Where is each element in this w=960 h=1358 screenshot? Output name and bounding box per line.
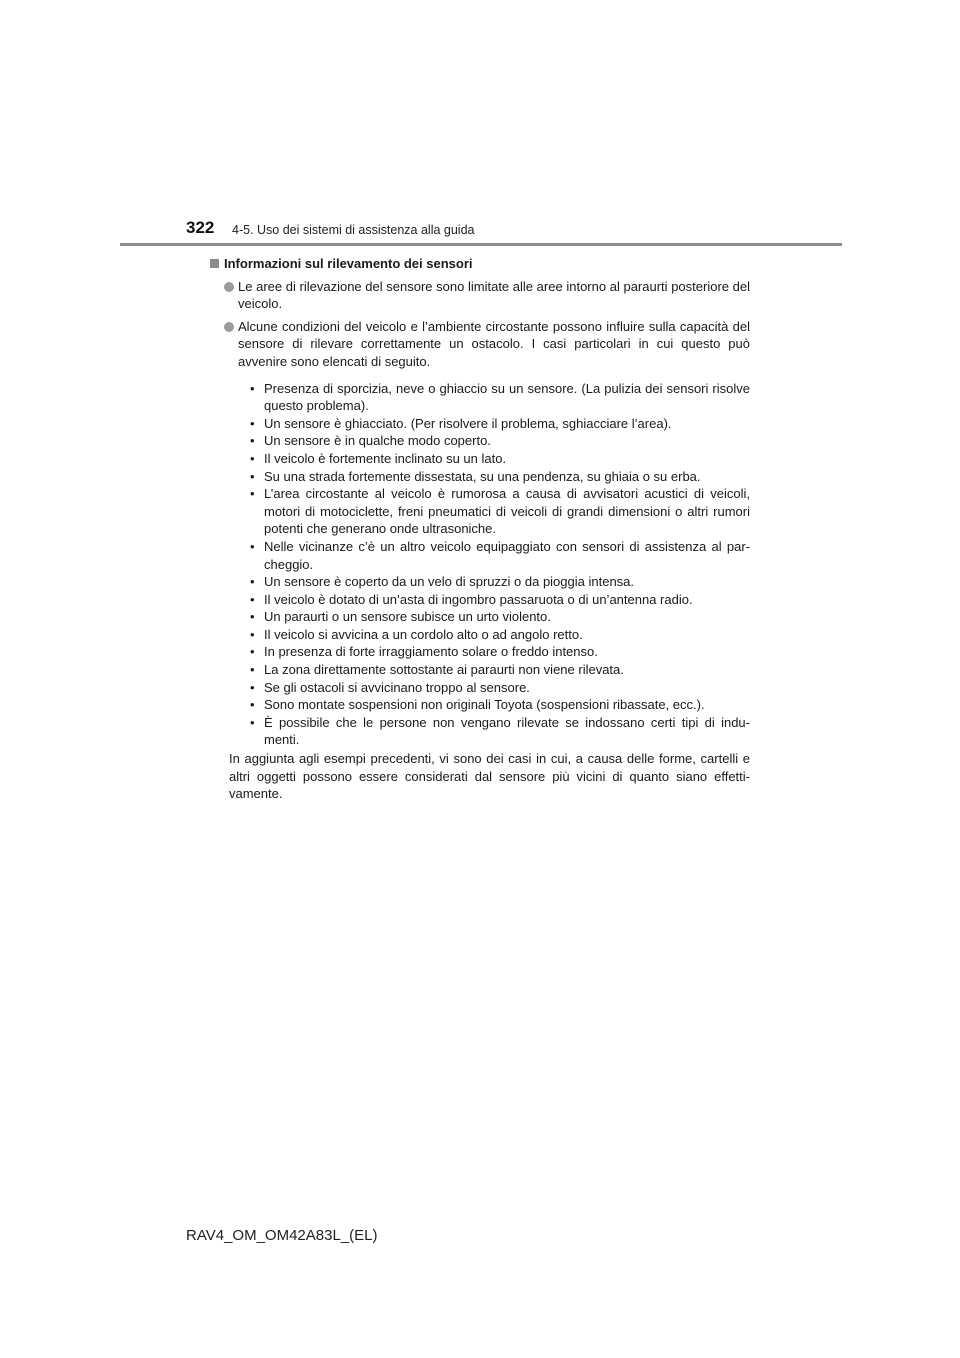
list-item: • Il veicolo è dotato di un’asta di ingombro passaruota o di un’antenna radio. [250,591,750,609]
list-item: • La zona direttamente sottostante ai paraurti non viene rilevata. [250,661,750,679]
list-item: • Un paraurti o un sensore subisce un urto violento. [250,608,750,626]
list-item: • Se gli ostacoli si avvicinano troppo al sensore. [250,679,750,697]
list-item: • Un sensore è in qualche modo coperto. [250,432,750,450]
list-item: • In presenza di forte irraggiamento solare o freddo intenso. [250,643,750,661]
list-item: • Un sensore è ghiacciato. (Per risolvere il problema, sghiacciare l’area). [250,415,750,433]
page-number: 322 [186,218,215,237]
list-item: • Sono montate sospensioni non originali Toyota (sospensioni ribassate, ecc.). [250,696,750,714]
bullet-text: Alcune condizioni del veicolo e l’ambiente circostante possono influire sulla capacità del sensore di rilevare correttamente un ostacolo. I casi particolari in cui questo può avvenire sono elencati di seguito. [238,318,750,369]
bullet-item [210,278,750,313]
content [210,255,750,803]
bullet-text: Le aree di rilevazione del sensore sono limitate alle aree intorno al paraurti posteriore del veicolo. [238,278,750,312]
square-bullet-icon [210,259,219,268]
list-item: • L’area circostante al veicolo è rumorosa a causa di avvisatori acustici di veicoli, motori di motociclette, freni pneumatici di veicoli di grandi dimensioni o altri rumori potenti che generano onde ultrasoniche. [250,485,750,538]
header-rule [120,243,842,246]
conditions-list [210,380,750,749]
heading-text: Informazioni sul rilevamento dei sensori [224,256,473,271]
bullet-item [210,318,750,371]
list-item: • Nelle vicinanze c’è un altro veicolo equipaggiato con sensori di assistenza al par-cheggio. [250,538,750,573]
list-item: • Il veicolo si avvicina a un cordolo alto o ad angolo retto. [250,626,750,644]
closing-paragraph: In aggiunta agli esempi precedenti, vi sono dei casi in cui, a causa delle forme, cartelli e altri oggetti possono essere considerati dal sensore più vicini di quanto siano effetti-vamente. [229,751,750,802]
list-item: • Presenza di sporcizia, neve o ghiaccio su un sensore. (La pulizia dei sensori risolve questo problema). [250,380,750,415]
circle-bullet-icon [224,322,234,332]
circle-bullet-icon [224,282,234,292]
list-item: • Un sensore è coperto da un velo di spruzzi o da pioggia intensa. [250,573,750,591]
section-heading [210,255,750,273]
list-item: • Su una strada fortemente dissestata, su una pendenza, su ghiaia o su erba. [250,468,750,486]
section-header: 4-5. Uso dei sistemi di assistenza alla guida [232,223,475,237]
document-code: RAV4_OM_OM42A83L_(EL) [186,1227,378,1244]
list-item: • È possibile che le persone non vengano rilevate se indossano certi tipi di indu-menti. [250,714,750,749]
list-item: • Il veicolo è fortemente inclinato su un lato. [250,450,750,468]
